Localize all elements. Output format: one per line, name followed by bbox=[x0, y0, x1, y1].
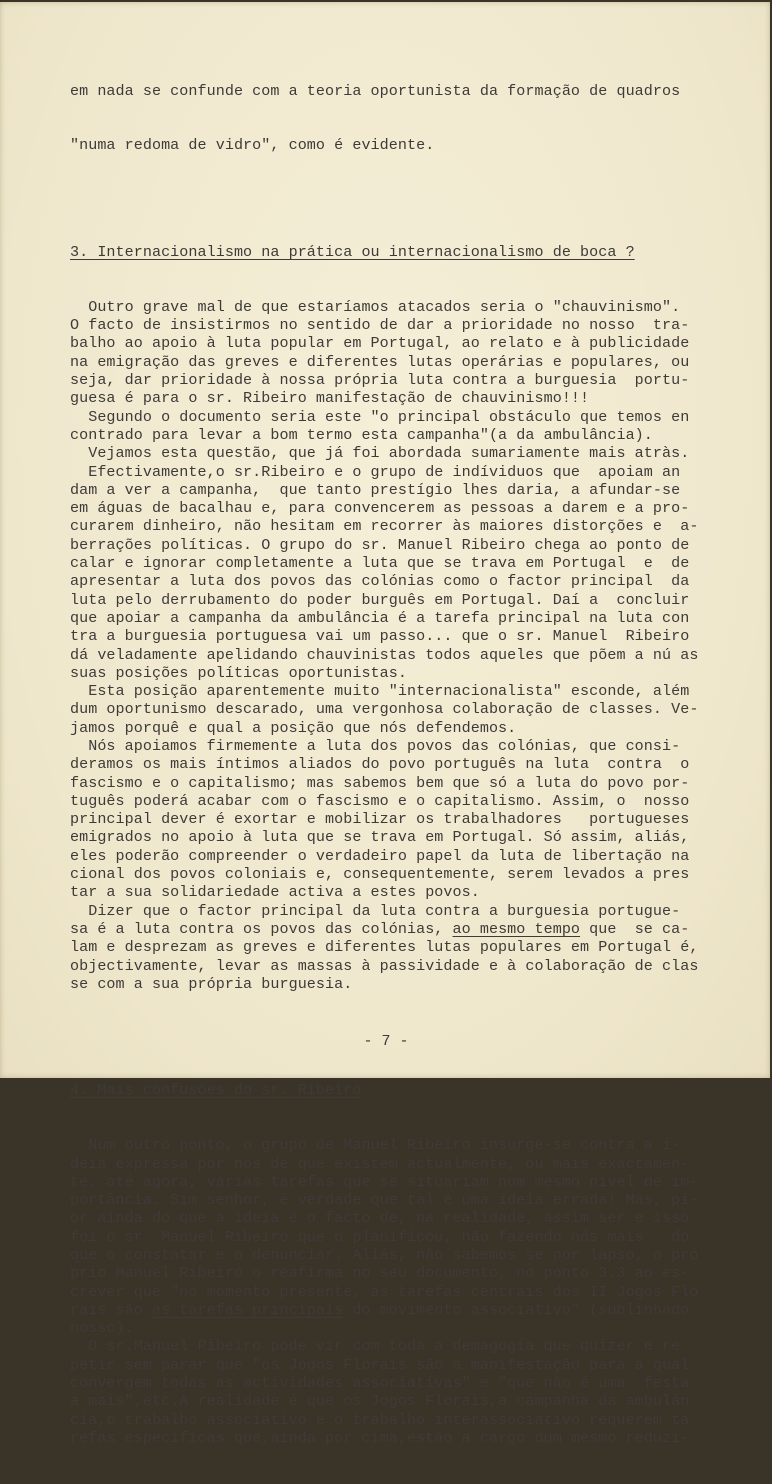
text-line: deramos os mais íntimos aliados do povo português na luta contra o bbox=[70, 755, 690, 774]
text-line: luta pelo derrubamento do poder burguês em Portugal. Daí a concluir bbox=[70, 590, 690, 609]
text-line: jamos porquê e qual a posição que nós defendemos. bbox=[70, 718, 517, 737]
text-line: Vejamos esta questão, que já foi abordada sumariamente mais atràs. bbox=[70, 444, 690, 463]
text-line: berrações políticas. O grupo do sr. Manuel Ribeiro chega ao ponto de bbox=[70, 535, 690, 554]
underlined-phrase: ao mesmo tempo bbox=[452, 919, 581, 938]
text-line: em águas de bacalhau e, para convencerem as pessoas a darem e a pro- bbox=[70, 499, 690, 518]
text-line: nosso). bbox=[70, 1319, 134, 1338]
text-line: na emigração das greves e diferentes lutas operárias e populares, ou bbox=[70, 352, 690, 371]
intro-line: em nada se confunde com a teoria oportunista da formação de quadros bbox=[70, 81, 681, 100]
text-line: apresentar a luta dos povos das colónias como o factor principal da bbox=[70, 572, 690, 591]
text-line: dá veladamente apelidando chauvinistas todos aqueles que põem a nú as bbox=[70, 645, 699, 664]
text-line: principal dever é exortar e mobilizar os trabalhadores portugueses bbox=[70, 810, 690, 829]
section-3-body bbox=[70, 298, 730, 993]
text-line: fascismo e o capitalismo; mas sabemos bem que só a luta do povo por- bbox=[70, 773, 690, 792]
text-line: Segundo o documento seria este "o principal obstáculo que temos en bbox=[70, 407, 690, 426]
text-line: Nós apoiamos firmemente a luta dos povos das colónias, que consi- bbox=[70, 736, 681, 755]
text-line: sa é a luta contra os povos das colónias, ao mesmo tempo que se ca- bbox=[70, 919, 690, 938]
text-line: emigrados no apoio à luta que se trava em Portugal. Só assim, aliás, bbox=[70, 828, 690, 847]
text-line: Num outro ponto, o grupo de Manuel Ribeiro insurge-se contra a i- bbox=[70, 1136, 681, 1155]
section-4-body bbox=[70, 1136, 730, 1447]
text-line: objectivamente, levar as massas à passividade e à colaboração de clas bbox=[70, 956, 699, 975]
text-line: rais são as tarefas principais do movimento associativo" (sublinhado bbox=[70, 1300, 690, 1319]
spacer bbox=[70, 191, 730, 204]
text-line: curarem dinheiro, não hesitam em recorrer às maiores distorções e a- bbox=[70, 517, 699, 536]
text-line: or ainda do que a ideia é o facto de, na realidade, assim ser e isso bbox=[70, 1209, 690, 1228]
text-line: petir sem parar que "os Jogos Florais são a manifestação para a qual bbox=[70, 1355, 690, 1374]
text-line: balho ao apoio à luta popular em Portugal, ao relato e à publicidade bbox=[70, 334, 690, 353]
text-line: dum oportunismo descarado, uma vergonhosa colaboração de classes. Ve- bbox=[70, 700, 699, 719]
text-line: Efectivamente,o sr.Ribeiro e o grupo de indíviduos que apoiam an bbox=[70, 462, 681, 481]
section-4-heading: 4. Mais confusões do sr. Ribeiro bbox=[70, 1081, 362, 1100]
text-line: cia,o trabalho associativo e o trabalho interassociativo requerem ta bbox=[70, 1410, 690, 1429]
text-line: te, até agora, várias tarefas que se situariam num mesmo nível de im- bbox=[70, 1172, 699, 1191]
text-line: se com a sua própria burguesia. bbox=[70, 974, 353, 993]
text-line: O sr.Manuel Ribeiro pode vir com toda a demagogia que quizer e re bbox=[70, 1337, 681, 1356]
text-line: eles poderão compreender o verdadeiro papel da luta de libertação na bbox=[70, 846, 690, 865]
text-line: convergem todas as actividades associativas" e "que não é uma festa bbox=[70, 1374, 690, 1393]
text-line: crever que "no momento presente, as tarefas centrais dos II Jogos Flo bbox=[70, 1282, 699, 1301]
text-line: contrado para levar a bom termo esta campanha"(a da ambulância). bbox=[70, 425, 653, 444]
text-line: lam e desprezam as greves e diferentes lutas populares em Portugal é, bbox=[70, 938, 699, 957]
intro-line: "numa redoma de vidro", como é evidente. bbox=[70, 136, 435, 155]
text-line: Esta posição aparentemente muito "internacionalista" esconde, além bbox=[70, 682, 690, 701]
text-line: Dizer que o factor principal da luta contra a burguesia portugue- bbox=[70, 901, 681, 920]
text-line: a mais",etc.A realidade é que os Jogos Florais,a campanha da ambulân bbox=[70, 1392, 690, 1411]
text-line: tra a burguesia portuguesa vai um passo... que o sr. Manuel Ribeiro bbox=[70, 627, 690, 646]
underlined-phrase: as tarefas principais bbox=[151, 1300, 344, 1319]
text-line: que o constatar e o denunciar. Aliás, não sabemos se por lapso, o pró bbox=[70, 1246, 699, 1264]
document-page bbox=[0, 2, 770, 1447]
text-line: deia expressa por nós de que existem actualmente, ou mais exactamen- bbox=[70, 1154, 690, 1173]
text-line: calar e ignorar completamente a luta que se trava em Portugal e de bbox=[70, 554, 690, 573]
text-line: tar a sua solidariedade activa a estes povos. bbox=[70, 883, 480, 902]
text-line: guesa é para o sr. Ribeiro manifestação de chauvinismo!!! bbox=[70, 389, 590, 408]
text-line: suas posições políticas oportunistas. bbox=[70, 663, 407, 682]
text-line: que apoiar a campanha da ambulância é a tarefa principal na luta con bbox=[70, 608, 690, 627]
text-line: refas específicas que,ainda por cima,estão a cargo dum mesmo reduzi- bbox=[70, 1428, 690, 1447]
text-line: Outro grave mal de que estaríamos atacados seria o "chauvinismo". bbox=[70, 297, 681, 316]
text-line: cional dos povos coloniais e, consequentemente, serem levados a pres bbox=[70, 865, 690, 884]
section-3-heading: 3. Internacionalismo na prática ou internacionalismo de boca ? bbox=[70, 242, 635, 261]
text-line: tuguês poderá acabar com o fascismo e o capitalismo. Assim, o nosso bbox=[70, 791, 690, 810]
document-body bbox=[70, 45, 730, 1484]
text-line: portância. Sim senhor, é verdade que tal é uma ideia errada! Mas, pi- bbox=[70, 1191, 699, 1210]
text-line: seja, dar prioridade à nossa própria luta contra a burguesia portu- bbox=[70, 371, 690, 390]
page-number: - 7 - bbox=[363, 1033, 409, 1050]
text-line: O facto de insistirmos no sentido de dar a prioridade no nosso tra- bbox=[70, 316, 690, 335]
text-line: foi o sr. Manuel Ribeiro que o planificou, não fazendo nós mais do bbox=[70, 1227, 690, 1246]
text-line: prio Manuel Ribeiro o reafirma no seu documento, no ponto 3.3 ao es- bbox=[70, 1264, 690, 1283]
text-line: dam a ver a campanha, que tanto prestígio lhes daria, a afundar-se bbox=[70, 480, 681, 499]
